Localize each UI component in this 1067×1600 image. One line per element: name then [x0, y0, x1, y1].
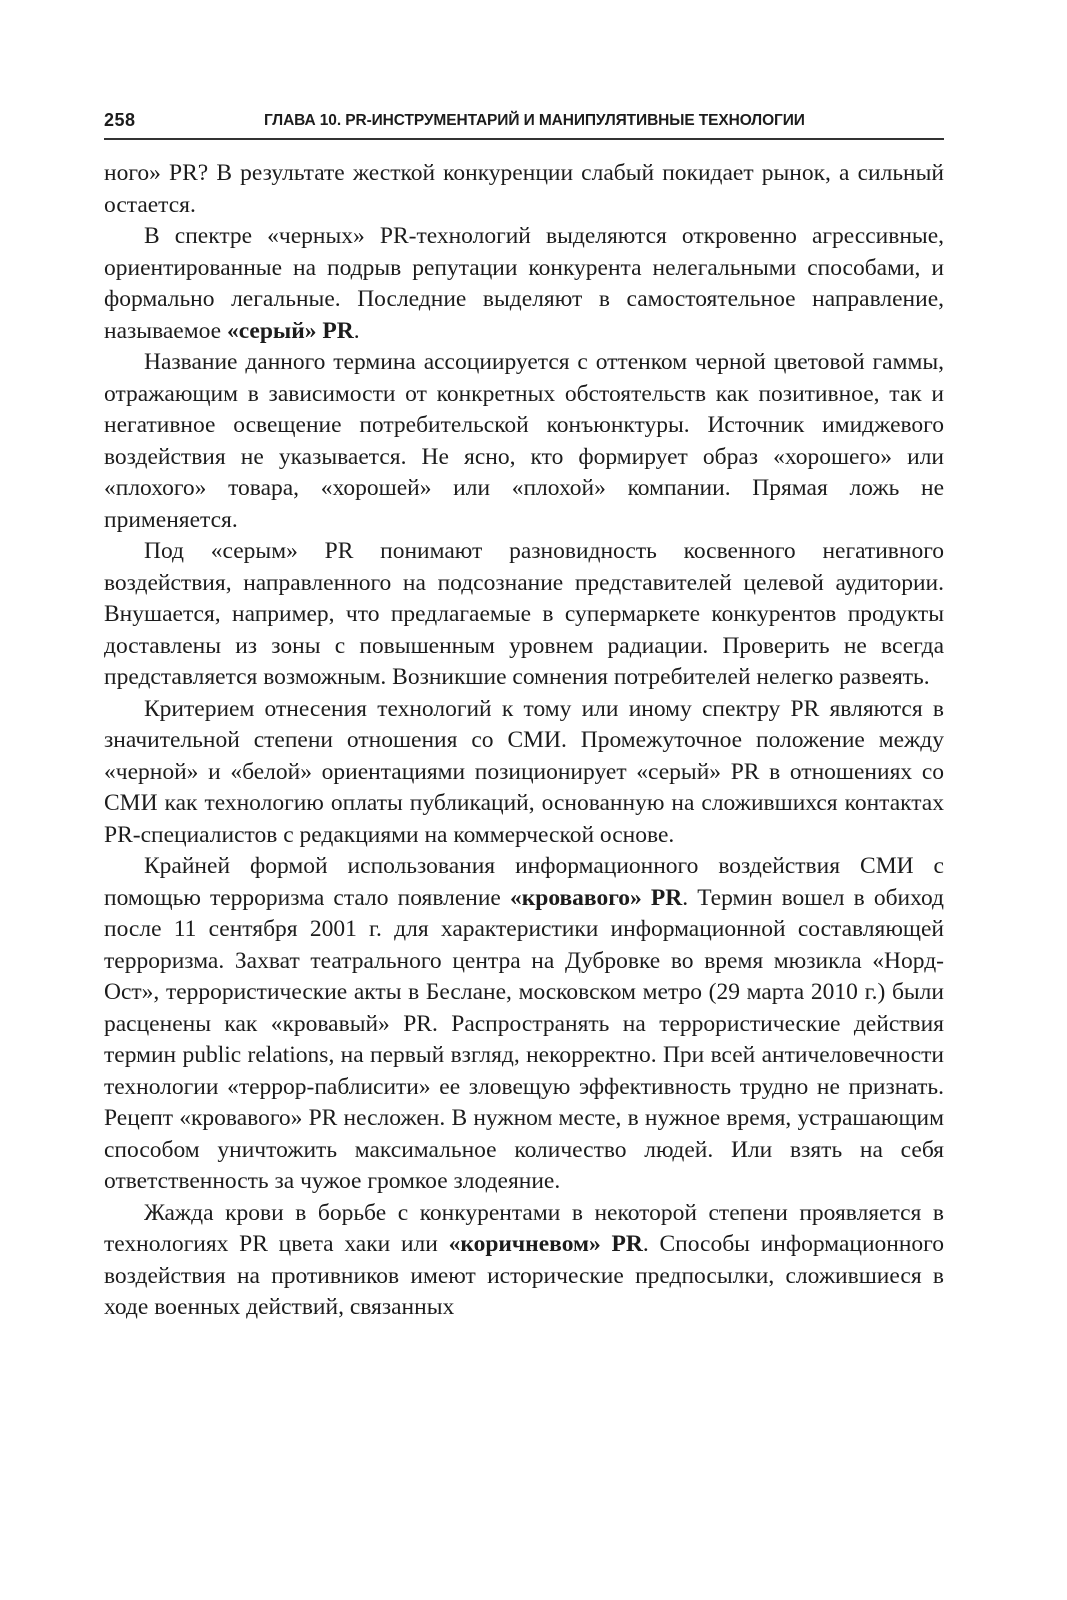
paragraph-brown-pr [104, 1198, 944, 1324]
paragraph-text: . [353, 317, 360, 344]
paragraph-bloody-pr [104, 851, 944, 1198]
body-text [104, 158, 944, 1324]
paragraph-grey-pr-intro [104, 221, 944, 347]
paragraph-text: . Термин вошел в обиход после 11 сентября 2001 г. для характеристики информационной составляющей терроризма. Захват театрального центра на Дубровке во время мюзикла «Норд-Ост», террористические акты в Беслане, московском метро (29 марта 2010 г.) были расценены как «кровавый» PR. Распространять на террористические действия термин public relations, на первый взгляд, некорректно. При всей античеловечности технологии «террор-паблисити» ее зловещую эффективность трудно не признать. Рецепт «кровавого» PR несложен. В нужном месте, в нужное время, устрашающим способом уничтожить максимальное количество людей. Или взять на себя ответственность за чужое громкое злодеяние. [104, 884, 944, 1194]
paragraph-text: В спектре «черных» PR-технологий выделяются откровенно агрессивные, ориентированные на подрыв репутации конкурента нелегальными способами, и формально легальные. Последние выделяют в самостоятельное направление, называемое [104, 223, 944, 344]
chapter-title: ГЛАВА 10. PR-ИНСТРУМЕНТАРИЙ И МАНИПУЛЯТИВНЫЕ ТЕХНОЛОГИИ [264, 112, 805, 129]
page-number: 258 [104, 110, 136, 130]
term-bloody-pr: «кровавого» PR [509, 884, 683, 911]
term-brown-pr: «коричневом» PR [448, 1231, 643, 1257]
running-header [104, 106, 944, 140]
paragraph-media-criterion: Критерием отнесения технологий к тому или иному спектру PR являются в значительной степени отношения со СМИ. Промежуточное положение между «черной» и «белой» ориентациями позиционирует «серый» PR в отношениях со СМИ как технологию оплаты публикаций, основанную на сложившихся контактах PR-специалистов с редакциями на коммерческой основе. [104, 695, 944, 848]
paragraph-text: . Способы информационного воздействия на противников имеют исторические предпосылки, сложившиеся в ходе военных действий, связанных [104, 1231, 944, 1320]
paragraph-text: Жажда крови в борьбе с конкурентами в некоторой степени проявляется в технологиях PR цвета хаки или [104, 1199, 944, 1257]
term-grey-pr: «серый» PR [226, 317, 354, 344]
paragraph-text: Крайней формой использования информационного воздействия СМИ с помощью терроризма стало появление [104, 853, 944, 911]
paragraph-grey-pr-definition: Под «серым» PR понимают разновидность косвенного негативного воздействия, направленного на подсознание представителей целевой аудитории. Внушается, например, что предлагаемые в супермаркете конкурентов продукты доставлены из зоны с повышенным уровнем радиации. Проверить не всегда представляется возможным. Возникшие сомнения потребителей нелегко развеять. [104, 538, 944, 690]
paragraph-term-meaning: Название данного термина ассоциируется с оттенком черной цветовой гаммы, отражающим в зависимости от конкретных обстоятельств как позитивное, так и негативное освещение потребительской конъюнктуры. Источник имиджевого воздействия не указывается. Не ясно, кто формирует образ «хорошего» или «плохого» товара, «хорошей» или «плохой» компании. Прямая ложь не применяется. [104, 349, 944, 533]
paragraph-continuation: ного» PR? В результате жесткой конкуренции слабый покидает рынок, а сильный остается. [104, 160, 944, 218]
